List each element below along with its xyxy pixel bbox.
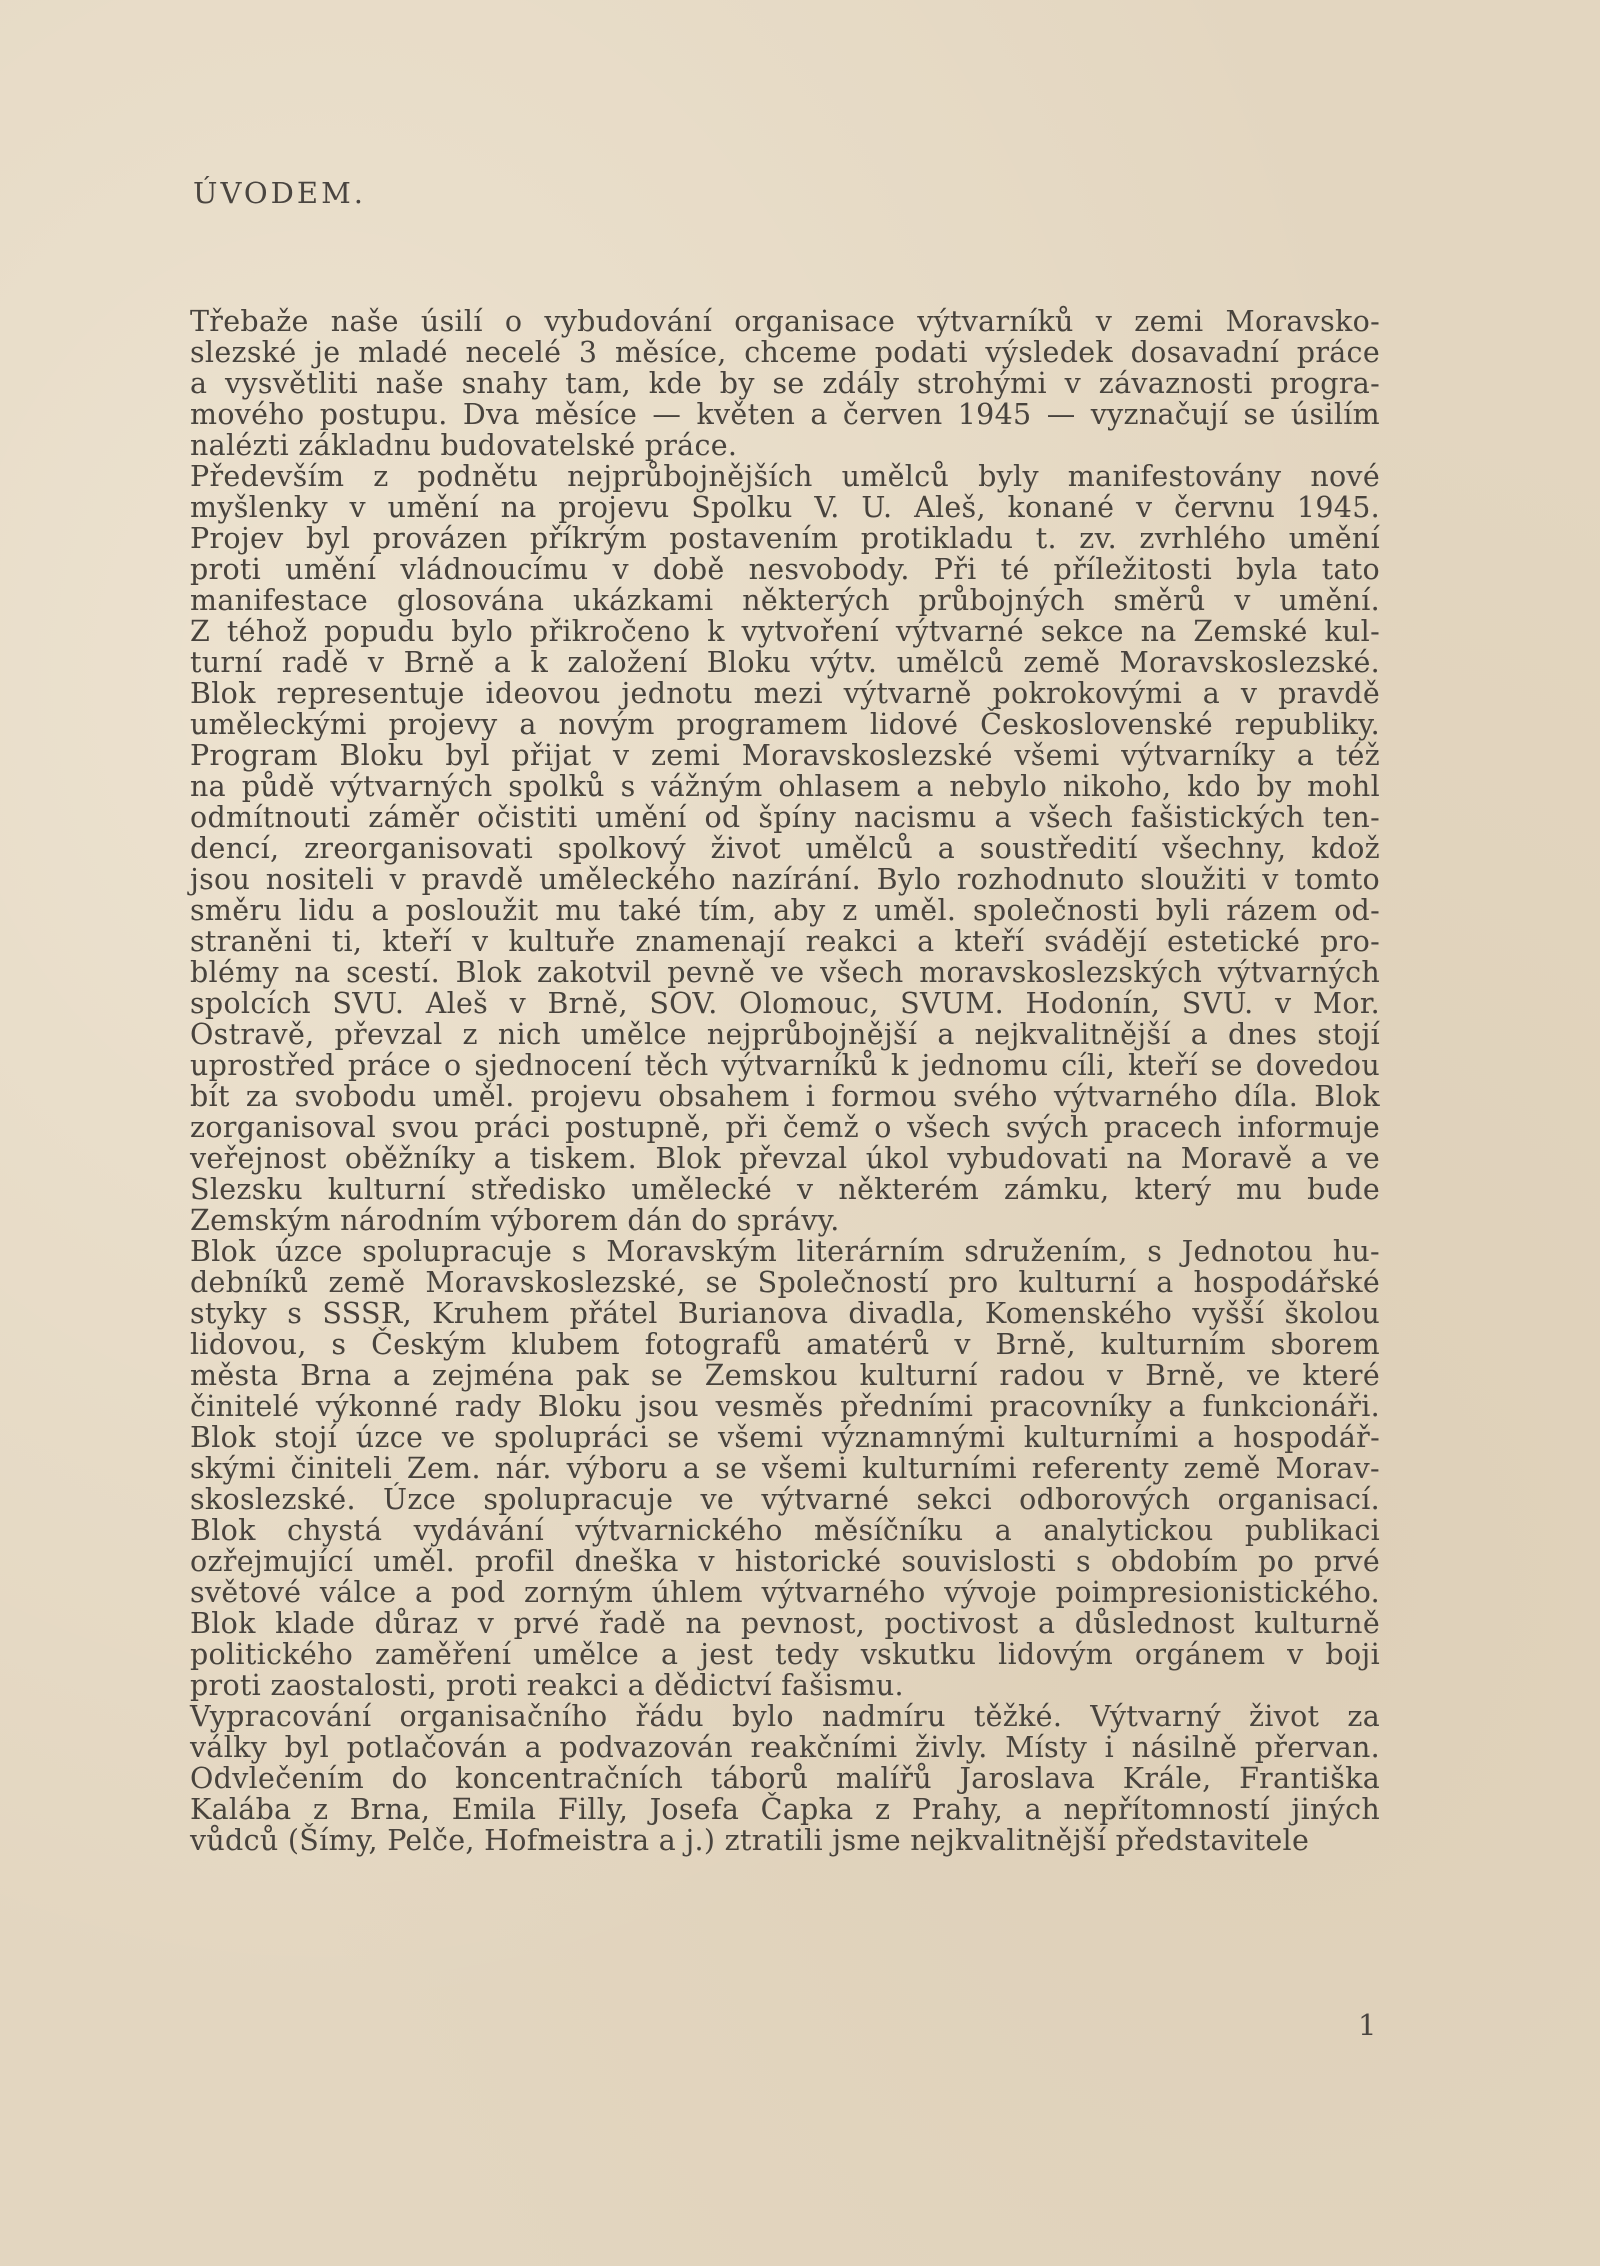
text-line: Blok stojí úzce ve spolupráci se všemi významnými kulturními a hospodář- bbox=[190, 1421, 1380, 1454]
text-line: Zemským národním výborem dán do správy. bbox=[190, 1204, 840, 1237]
text-line: proti zaostalosti, proti reakci a dědictví fašismu. bbox=[190, 1669, 904, 1702]
text-line: skými činiteli Zem. nár. výboru a se všemi kulturními referenty země Morav- bbox=[190, 1452, 1380, 1485]
text-line: Program Bloku byl přijat v zemi Moravskoslezské všemi výtvarníky a též bbox=[190, 739, 1380, 772]
text-line: styky s SSSR, Kruhem přátel Burianova divadla, Komenského vyšší školou bbox=[190, 1297, 1380, 1330]
text-line: Odvlečením do koncentračních táborů malířů Jaroslava Krále, Františka bbox=[190, 1762, 1380, 1795]
text-line: odmítnouti záměr očistiti umění od špíny nacismu a všech fašistických ten- bbox=[190, 801, 1380, 834]
text-line: politického zaměření umělce a jest tedy vskutku lidovým orgánem v boji bbox=[190, 1638, 1380, 1671]
text-line: dencí, zreorganisovati spolkový život umělců a soustředití všechny, kdož bbox=[190, 832, 1380, 865]
text-line: Slezsku kulturní středisko umělecké v některém zámku, který mu bude bbox=[190, 1173, 1380, 1206]
text-line: Blok klade důraz v prvé řadě na pevnost, poctivost a důslednost kulturně bbox=[190, 1607, 1380, 1640]
text-line: blémy na scestí. Blok zakotvil pevně ve všech moravskoslezských výtvarných bbox=[190, 956, 1380, 989]
text-line: Blok chystá vydávání výtvarnického měsíčníku a analytickou publikaci bbox=[190, 1514, 1380, 1547]
text-line: veřejnost oběžníky a tiskem. Blok převzal úkol vybudovati na Moravě a ve bbox=[190, 1142, 1380, 1175]
text-line: straněni ti, kteří v kultuře znamenají reakci a kteří svádějí estetické pro- bbox=[190, 925, 1380, 958]
text-line: uměleckými projevy a novým programem lidové Československé republiky. bbox=[190, 708, 1380, 741]
text-line: Kalába z Brna, Emila Filly, Josefa Čapka z Prahy, a nepřítomností jiných bbox=[190, 1793, 1380, 1826]
text-line: nalézti základnu budovatelské práce. bbox=[190, 429, 738, 462]
text-line: bít za svobodu uměl. projevu obsahem i formou svého výtvarného díla. Blok bbox=[190, 1080, 1380, 1113]
text-line: činitelé výkonné rady Bloku jsou vesměs předními pracovníky a funkcionáři. bbox=[190, 1390, 1380, 1423]
text-line: a vysvětliti naše snahy tam, kde by se zdály strohými v závaznosti progra- bbox=[190, 367, 1380, 400]
text-line: mového postupu. Dva měsíce — květen a červen 1945 — vyznačují se úsilím bbox=[190, 398, 1380, 431]
text-line: uprostřed práce o sjednocení těch výtvarníků k jednomu cíli, kteří se dovedou bbox=[190, 1049, 1380, 1082]
body-text bbox=[190, 306, 1380, 1856]
text-line: Projev byl provázen příkrým postavením protikladu t. zv. zvrhlého umění bbox=[190, 522, 1380, 555]
text-line: na půdě výtvarných spolků s vážným ohlasem a nebylo nikoho, kdo by mohl bbox=[190, 770, 1380, 803]
text-line: Z téhož popudu bylo přikročeno k vytvoření výtvarné sekce na Zemské kul- bbox=[190, 615, 1380, 648]
text-line: Vypracování organisačního řádu bylo nadmíru těžké. Výtvarný život za bbox=[190, 1700, 1380, 1733]
text-line: vůdců (Šímy, Pelče, Hofmeistra a j.) ztratili jsme nejkvalitnější představitele bbox=[190, 1824, 1310, 1857]
text-line: Třebaže naše úsilí o vybudování organisace výtvarníků v zemi Moravsko- bbox=[190, 305, 1380, 338]
text-line: války byl potlačován a podvazován reakčními živly. Místy i násilně přervan. bbox=[190, 1731, 1380, 1764]
text-line: myšlenky v umění na projevu Spolku V. U. Aleš, konané v červnu 1945. bbox=[190, 491, 1380, 524]
text-line: města Brna a zejména pak se Zemskou kulturní radou v Brně, ve které bbox=[190, 1359, 1380, 1392]
text-line: manifestace glosována ukázkami některých průbojných směrů v umění. bbox=[190, 584, 1380, 617]
text-line: Ostravě, převzal z nich umělce nejprůbojnější a nejkvalitnější a dnes stojí bbox=[190, 1018, 1380, 1051]
text-line: Blok representuje ideovou jednotu mezi výtvarně pokrokovými a v pravdě bbox=[190, 677, 1380, 710]
text-line: Blok úzce spolupracuje s Moravským literárním sdružením, s Jednotou hu- bbox=[190, 1235, 1380, 1268]
text-line: lidovou, s Českým klubem fotografů amatérů v Brně, kulturním sborem bbox=[190, 1328, 1380, 1361]
text-line: jsou nositeli v pravdě uměleckého nazírání. Bylo rozhodnuto sloužiti v tomto bbox=[190, 863, 1380, 896]
text-line: zorganisoval svou práci postupně, při čemž o všech svých pracech informuje bbox=[190, 1111, 1380, 1144]
text-line: skoslezské. Úzce spolupracuje ve výtvarné sekci odborových organisací. bbox=[190, 1483, 1380, 1516]
text-line: turní radě v Brně a k založení Bloku výtv. umělců země Moravskoslezské. bbox=[190, 646, 1380, 679]
page-title: ÚVODEM. bbox=[193, 176, 366, 210]
page-number: 1 bbox=[1358, 2008, 1377, 2042]
text-line: Především z podnětu nejprůbojnějších umělců byly manifestovány nové bbox=[190, 460, 1380, 493]
text-line: směru lidu a posloužit mu také tím, aby z uměl. společnosti byli rázem od- bbox=[190, 894, 1380, 927]
text-line: spolcích SVU. Aleš v Brně, SOV. Olomouc, SVUM. Hodonín, SVU. v Mor. bbox=[190, 987, 1380, 1020]
text-line: debníků země Moravskoslezské, se Společností pro kulturní a hospodářské bbox=[190, 1266, 1380, 1299]
text-line: ozřejmující uměl. profil dneška v historické souvislosti s obdobím po prvé bbox=[190, 1545, 1380, 1578]
text-line: proti umění vládnoucímu v době nesvobody. Při té příležitosti byla tato bbox=[190, 553, 1380, 586]
text-line: slezské je mladé necelé 3 měsíce, chceme podati výsledek dosavadní práce bbox=[190, 336, 1380, 369]
text-line: světové válce a pod zorným úhlem výtvarného vývoje poimpresionistického. bbox=[190, 1576, 1380, 1609]
